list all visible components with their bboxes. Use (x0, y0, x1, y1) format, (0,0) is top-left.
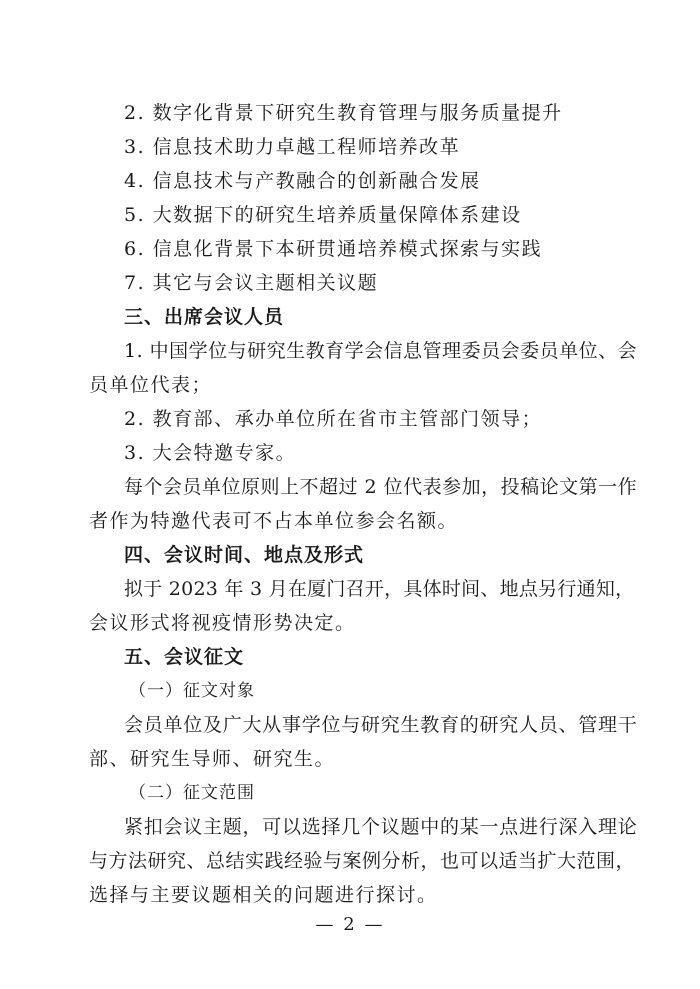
topic-item: 3. 信息技术助力卓越工程师培养改革 (124, 136, 461, 158)
paragraph-line: 3. 大会特邀专家。 (124, 442, 297, 464)
paragraph-line: 2. 教育部、承办单位所在省市主管部门领导； (124, 408, 543, 430)
paragraph-line: 紧扣会议主题，可以选择几个议题中的某一点进行深入理论 (124, 816, 638, 838)
paragraph-line: 者作为特邀代表可不占本单位参会名额。 (89, 510, 459, 532)
section-heading-attendees: 三、出席会议人员 (124, 306, 285, 328)
paragraph-line: 员单位代表； (89, 374, 213, 396)
paragraph-line: 部、研究生导师、研究生。 (89, 748, 336, 770)
page-number: — 2 — (315, 914, 385, 935)
paragraph-line: 选择与主要议题相关的问题进行探讨。 (89, 884, 438, 906)
paragraph-line: 会员单位及广大从事学位与研究生教育的研究人员、管理干 (124, 714, 638, 736)
paragraph-line: 与方法研究、总结实践经验与案例分析，也可以适当扩大范围， (89, 850, 636, 872)
topic-item: 6. 信息化背景下本研贯通培养模式探索与实践 (124, 238, 543, 260)
topic-item: 4. 信息技术与产教融合的创新融合发展 (124, 170, 481, 192)
section-heading-time-place: 四、会议时间、地点及形式 (124, 544, 365, 566)
subsection-heading: （二）征文范围 (129, 783, 255, 803)
paragraph-line: 拟于 2023 年 3 月在厦门召开，具体时间、地点另行通知， (124, 578, 635, 600)
paragraph-line: 会议形式将视疫情形势决定。 (89, 612, 356, 634)
subsection-heading: （一）征文对象 (129, 681, 255, 701)
paragraph-line: 1. 中国学位与研究生教育学会信息管理委员会委员单位、会 (124, 340, 638, 362)
section-heading-call-for-papers: 五、会议征文 (124, 646, 245, 668)
topic-item: 7. 其它与会议主题相关议题 (124, 272, 379, 294)
paragraph-line: 每个会员单位原则上不超过 2 位代表参加，投稿论文第一作 (124, 476, 638, 498)
topic-item: 5. 大数据下的研究生培养质量保障体系建设 (124, 204, 522, 226)
topic-item: 2. 数字化背景下研究生教育管理与服务质量提升 (124, 102, 563, 124)
